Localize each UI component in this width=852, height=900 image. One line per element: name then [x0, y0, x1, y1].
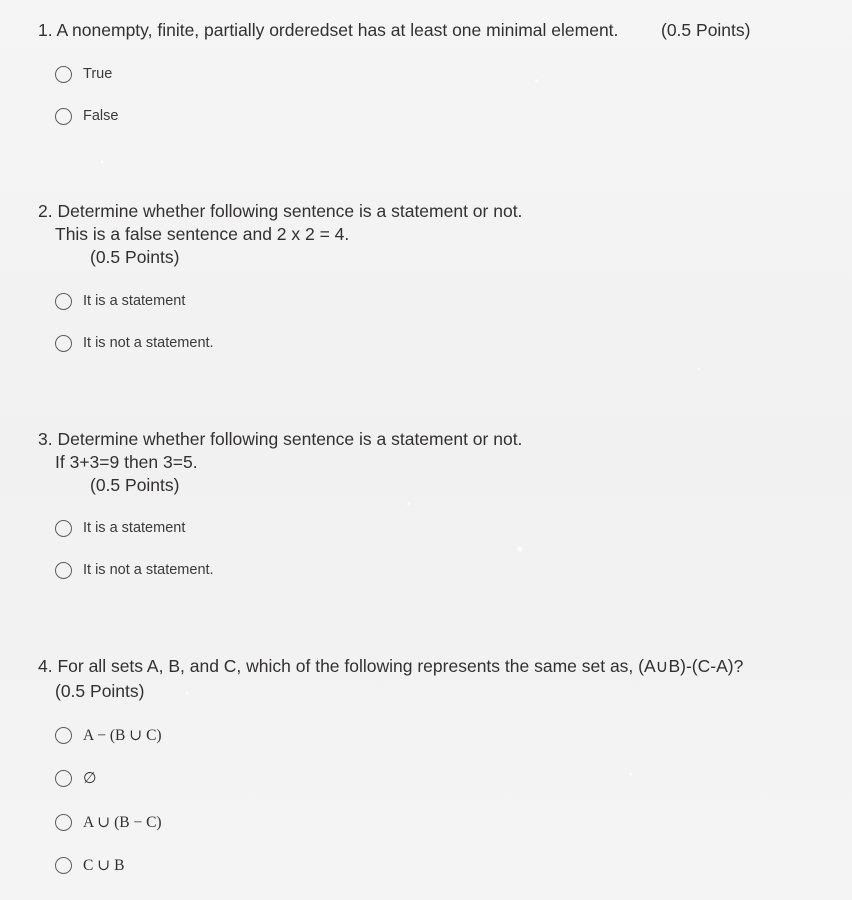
question-4-option-d[interactable] [55, 854, 124, 876]
question-4-option-b[interactable] [55, 767, 97, 789]
question-3-title: 3. Determine whether following sentence is a statement or not. [38, 429, 523, 449]
radio-button[interactable] [55, 770, 72, 787]
option-label: False [83, 108, 119, 124]
question-4-option-c[interactable] [55, 811, 162, 833]
question-4-title: 4. For all sets A, B, and C, which of the following represents the same set as, (A∪B)-(C-A)? [38, 656, 744, 676]
radio-button[interactable] [55, 562, 72, 579]
question-4-points: (0.5 Points) [55, 681, 145, 701]
question-1-points: (0.5 Points) [661, 20, 751, 40]
option-label: ∅ [83, 769, 97, 787]
question-2-option-statement[interactable] [55, 290, 185, 312]
question-1-option-false[interactable] [55, 105, 118, 127]
radio-button[interactable] [55, 108, 72, 125]
radio-button[interactable] [55, 293, 72, 310]
radio-button[interactable] [55, 520, 72, 537]
question-1-title: 1. A nonempty, finite, partially orderedset has at least one minimal element. [38, 20, 619, 40]
option-label: True [83, 66, 113, 82]
option-label: A − (B ∪ C) [83, 726, 162, 744]
question-2-points: (0.5 Points) [90, 247, 180, 267]
question-3-option-not-statement[interactable] [55, 559, 214, 581]
option-label: It is not a statement. [83, 335, 214, 351]
question-2-title: 2. Determine whether following sentence is a statement or not. [38, 201, 523, 221]
option-label: C ∪ B [83, 856, 125, 874]
option-label: It is not a statement. [83, 562, 214, 578]
option-label: A ∪ (B − C) [83, 813, 162, 831]
radio-button[interactable] [55, 727, 72, 744]
question-2-option-not-statement[interactable] [55, 332, 214, 354]
radio-button[interactable] [55, 857, 72, 874]
question-3-points: (0.5 Points) [90, 475, 180, 495]
question-3-option-statement[interactable] [55, 517, 185, 539]
option-label: It is a statement [83, 520, 186, 536]
radio-button[interactable] [55, 335, 72, 352]
option-label: It is a statement [83, 293, 186, 309]
question-2-sentence: This is a false sentence and 2 x 2 = 4. [55, 224, 350, 244]
question-1-option-true[interactable] [55, 63, 112, 85]
question-4-option-a[interactable] [55, 724, 162, 746]
radio-button[interactable] [55, 814, 72, 831]
question-3-sentence: If 3+3=9 then 3=5. [55, 452, 198, 472]
radio-button[interactable] [55, 66, 72, 83]
